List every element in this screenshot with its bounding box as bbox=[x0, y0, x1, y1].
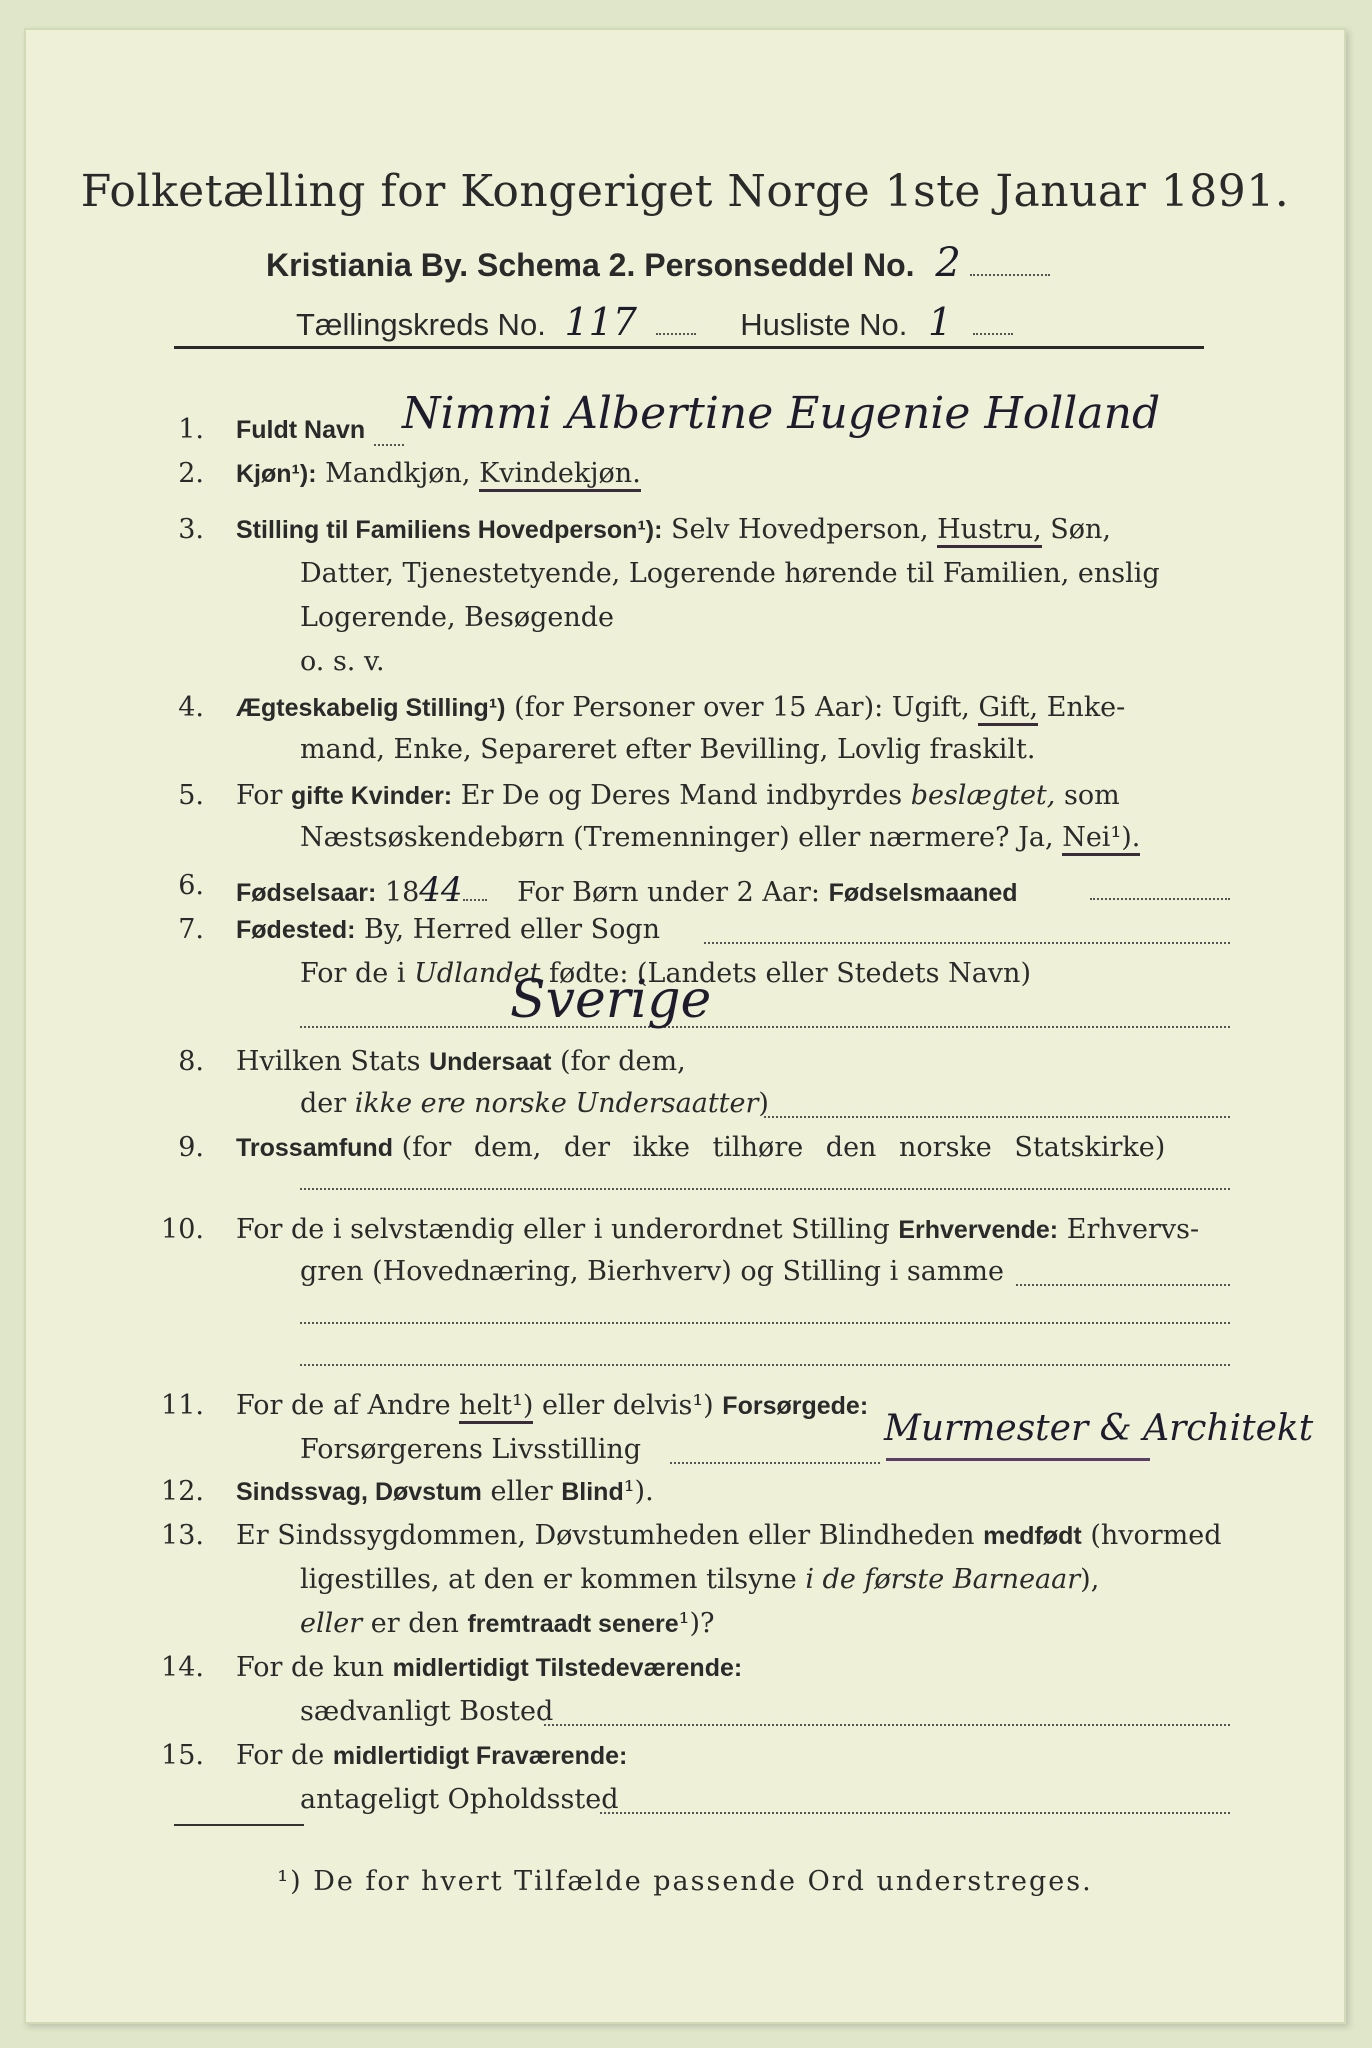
q14-row bbox=[236, 1652, 742, 1683]
answer-birth-year: 44 bbox=[419, 870, 463, 910]
q5-row bbox=[236, 780, 1120, 811]
item-number-15: 15. bbox=[161, 1740, 204, 1771]
footnote: ¹) De for hvert Tilfælde passende Ord understreges. bbox=[277, 1866, 1093, 1897]
q15-text: For de bbox=[236, 1740, 325, 1771]
q9-bold: Trossamfund bbox=[236, 1134, 393, 1162]
q1-label: Fuldt Navn bbox=[236, 416, 366, 444]
q4-selected: Gift, bbox=[978, 692, 1038, 726]
q2-label: Kjøn¹): bbox=[236, 460, 317, 488]
q15-row bbox=[236, 1740, 627, 1771]
q13-line2-b: ), bbox=[1080, 1564, 1100, 1595]
q14-text: For de kun bbox=[236, 1652, 384, 1683]
subtitle-text: Kristiania By. Schema 2. Personseddel No. bbox=[266, 247, 915, 283]
q8-bold: Undersaat bbox=[429, 1048, 552, 1076]
item-number-4: 4. bbox=[178, 692, 204, 723]
header-rule bbox=[174, 346, 1204, 349]
q15-bold: midlertidigt Fraværende: bbox=[332, 1742, 628, 1770]
q8-line2-a: der bbox=[300, 1088, 347, 1119]
personseddel-number: 2 bbox=[935, 240, 961, 286]
item-number-3: 3. bbox=[178, 514, 204, 545]
q13-line2 bbox=[300, 1564, 1099, 1595]
q12-text: eller bbox=[490, 1476, 553, 1507]
q7-line2-italic: Udlandet bbox=[414, 958, 541, 989]
item-number-2: 2. bbox=[178, 458, 204, 489]
q7-line2-b: fødte: (Landets eller Stedets Navn) bbox=[548, 958, 1031, 989]
q6-text: For Børn under 2 Aar: bbox=[517, 877, 821, 908]
answer-birthplace: Sverige bbox=[510, 970, 712, 1030]
q5-text-b: Er De og Deres Mand indbyrdes bbox=[460, 780, 903, 811]
q13-row bbox=[236, 1520, 1222, 1551]
q5-line2 bbox=[300, 822, 1140, 853]
q8-line2 bbox=[300, 1088, 769, 1119]
q7-line2-a: For de i bbox=[300, 958, 406, 989]
q15-line2: antageligt Opholdssted bbox=[300, 1784, 619, 1815]
district-line bbox=[296, 300, 1013, 344]
item-number-1: 1. bbox=[178, 414, 204, 445]
q11-row bbox=[236, 1390, 868, 1421]
item-number-5: 5. bbox=[178, 780, 204, 811]
q6-row bbox=[236, 870, 1018, 910]
q12-end: ¹). bbox=[623, 1476, 654, 1507]
q13-line2-italic: i de første Barneaar bbox=[805, 1564, 1081, 1595]
form-subtitle bbox=[266, 240, 1050, 286]
q13-text-b: (hvormed bbox=[1090, 1520, 1222, 1551]
q11-line2: Forsørgerens Livsstilling bbox=[300, 1434, 642, 1465]
footnote-rule bbox=[174, 1824, 304, 1826]
item-number-12: 12. bbox=[161, 1476, 204, 1507]
form-title: Folketælling for Kongeriget Norge 1ste Januar 1891. bbox=[80, 166, 1290, 217]
q3-line2: Datter, Tjenestetyende, Logerende hørende til Familien, enslig bbox=[300, 558, 1160, 589]
item-number-9: 9. bbox=[178, 1132, 204, 1163]
tællingskreds-number: 117 bbox=[564, 300, 637, 344]
q2-row bbox=[236, 458, 641, 489]
q11-selected: helt¹) bbox=[459, 1390, 533, 1424]
q12-bold2: Blind bbox=[561, 1478, 624, 1506]
q8-line2-italic: ikke ere norske Undersaatter bbox=[354, 1088, 759, 1119]
item-number-14: 14. bbox=[161, 1652, 204, 1683]
q8-text-b: (for dem, bbox=[559, 1046, 686, 1077]
q12-bold: Sindssvag, Døvstum bbox=[236, 1478, 482, 1506]
husliste-number: 1 bbox=[927, 300, 953, 344]
answer-full-name: Nimmi Albertine Eugenie Holland bbox=[402, 388, 1161, 439]
q10-text-b: Erhvervs- bbox=[1066, 1214, 1200, 1245]
q13-bold: medfødt bbox=[983, 1522, 1082, 1550]
q13-line3-bold: fremtraadt senere bbox=[467, 1610, 679, 1638]
census-sheet bbox=[24, 28, 1346, 2024]
q6-label: Fødselsaar: bbox=[236, 879, 377, 907]
q5-text-c: som bbox=[1063, 780, 1120, 811]
q7-text: By, Herred eller Sogn bbox=[364, 914, 661, 945]
q13-line3 bbox=[300, 1608, 715, 1639]
q11-text-a: For de af Andre bbox=[236, 1390, 451, 1421]
q10-row bbox=[236, 1214, 1199, 1245]
q4-text-a: (for Personer over 15 Aar): Ugift, bbox=[514, 692, 970, 723]
q3-line4: o. s. v. bbox=[300, 646, 385, 677]
q7-label: Fødested: bbox=[236, 916, 356, 944]
q13-line3-italic: eller bbox=[300, 1608, 363, 1639]
q3-line3: Logerende, Besøgende bbox=[300, 602, 614, 633]
q9-row bbox=[236, 1132, 1165, 1163]
q3-selected: Hustru, bbox=[937, 514, 1042, 548]
q5-selected: Nei¹). bbox=[1062, 822, 1140, 856]
q2-selected: Kvindekjøn. bbox=[479, 458, 641, 492]
q5-bold: gifte Kvinder: bbox=[291, 782, 453, 810]
q10-bold: Erhvervende: bbox=[898, 1216, 1059, 1244]
q6-label2: Fødselsmaaned bbox=[828, 879, 1018, 907]
item-number-13: 13. bbox=[161, 1520, 204, 1551]
q4-text-b: Enke- bbox=[1046, 692, 1126, 723]
item-number-6: 6. bbox=[178, 870, 204, 901]
q9-text: (for dem, der ikke tilhøre den norske Statskirke) bbox=[401, 1132, 1166, 1163]
q10-text-a: For de i selvstændig eller i underordnet Stilling bbox=[236, 1214, 890, 1245]
q7-row bbox=[236, 914, 660, 945]
q8-text-a: Hvilken Stats bbox=[236, 1046, 421, 1077]
item-number-10: 10. bbox=[161, 1214, 204, 1245]
q4-label: Ægteskabelig Stilling¹) bbox=[236, 694, 506, 722]
q5-italic: beslægtet, bbox=[910, 780, 1056, 811]
q6-prefix: 18 bbox=[384, 877, 420, 908]
q14-bold: midlertidigt Tilstedeværende: bbox=[392, 1654, 743, 1682]
q4-line2: mand, Enke, Separeret efter Bevilling, Lovlig fraskilt. bbox=[300, 734, 1036, 765]
provider-underline bbox=[886, 1458, 1150, 1461]
q3-row bbox=[236, 514, 1111, 545]
husliste-label: Husliste No. bbox=[740, 307, 908, 342]
q12-row bbox=[236, 1476, 654, 1507]
item-number-11: 11. bbox=[161, 1390, 204, 1421]
q11-text-b: eller delvis¹) bbox=[541, 1390, 714, 1421]
q8-line2-b: ) bbox=[758, 1088, 769, 1119]
q8-row bbox=[236, 1046, 686, 1077]
q14-line2: sædvanligt Bosted bbox=[300, 1696, 554, 1727]
item-number-8: 8. bbox=[178, 1046, 204, 1077]
item-number-7: 7. bbox=[178, 914, 204, 945]
q2-text: Mandkjøn, bbox=[325, 458, 471, 489]
q5-line2-text: Næstsøskendebørn (Tremenninger) eller nærmere? Ja, bbox=[300, 822, 1054, 853]
q13-line3-a: er den bbox=[370, 1608, 459, 1639]
q3-text-a: Selv Hovedperson, bbox=[671, 514, 929, 545]
answer-provider-occupation: Murmester & Architekt bbox=[884, 1408, 1314, 1449]
q11-bold: Forsørgede: bbox=[722, 1392, 869, 1420]
q13-text-a: Er Sindssygdommen, Døvstumheden eller Blindheden bbox=[236, 1520, 975, 1551]
q4-row bbox=[236, 692, 1125, 723]
q13-line2-a: ligestilles, at den er kommen tilsyne bbox=[300, 1564, 797, 1595]
q5-text-a: For bbox=[236, 780, 283, 811]
q13-line3-b: ¹)? bbox=[678, 1608, 715, 1639]
q3-text-b: Søn, bbox=[1050, 514, 1111, 545]
tællingskreds-label: Tællingskreds No. bbox=[296, 307, 546, 342]
q10-line2: gren (Hovednæring, Bierhverv) og Stilling i samme bbox=[300, 1256, 1005, 1287]
q3-label: Stilling til Familiens Hovedperson¹): bbox=[236, 516, 663, 544]
